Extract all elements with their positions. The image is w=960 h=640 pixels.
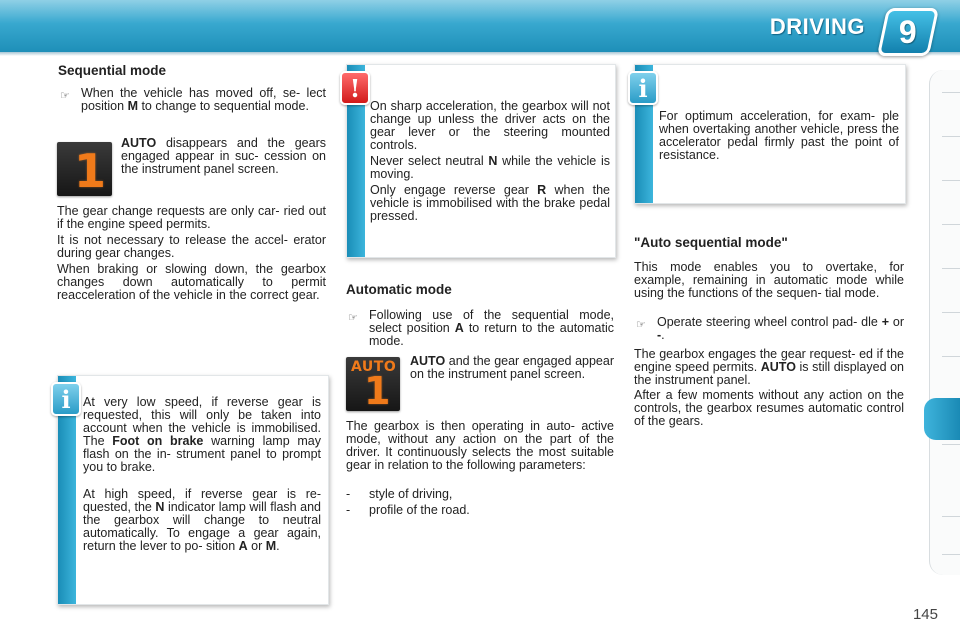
tab-divider bbox=[942, 356, 960, 357]
text-span: when the vehicle is immobilised with the brake pedal pressed. bbox=[370, 183, 610, 223]
callout-paragraph bbox=[83, 488, 321, 553]
chapter-title: DRIVING bbox=[769, 14, 865, 39]
text-span: warning lamp may flash on the in- strument panel to prompt you to brake. bbox=[83, 434, 321, 474]
chapter-number-badge bbox=[877, 8, 939, 56]
tab-divider bbox=[942, 554, 960, 555]
text-span: while the vehicle is moving. bbox=[370, 154, 610, 181]
key-label: M bbox=[265, 539, 277, 553]
pointing-hand-icon: ☞ bbox=[348, 312, 358, 324]
text-span: Following use of the sequential mode, select position bbox=[369, 308, 614, 335]
auto-note bbox=[410, 355, 614, 381]
chapter-tab-strip bbox=[929, 70, 960, 575]
text-span: When the vehicle has moved off, se- lect position bbox=[81, 86, 326, 113]
tab-divider bbox=[942, 312, 960, 313]
text-span: to return to the automatic mode. bbox=[369, 321, 614, 348]
text-span: Only engage reverse gear bbox=[370, 183, 538, 197]
text-span: is still displayed on the instrument panel. bbox=[634, 360, 904, 387]
chapter-number: 9 bbox=[899, 13, 917, 50]
key-label: Foot on brake bbox=[112, 434, 204, 448]
section-title-automatic-mode: Automatic mode bbox=[346, 282, 452, 297]
section-title-auto-sequential-mode: "Auto sequential mode" bbox=[634, 235, 788, 250]
section-title-sequential-mode: Sequential mode bbox=[58, 63, 167, 78]
key-label: N bbox=[155, 500, 165, 514]
gear-digit: 1 bbox=[364, 369, 391, 413]
bullet-text bbox=[81, 87, 326, 113]
auto-note bbox=[121, 137, 326, 176]
pointing-hand-icon: ☞ bbox=[636, 319, 646, 331]
paragraph: The gearbox is then operating in auto- active mode, without any action on the part of the driver. It continuously selects the most suitable gear in relation to the following parameters: bbox=[346, 419, 614, 472]
key-label: M bbox=[127, 99, 138, 113]
tab-divider bbox=[942, 268, 960, 269]
text-span: indicator lamp will flash and the gearbox will change to neutral automatically. To engage a gear again, return the lever to po- sition bbox=[83, 500, 322, 553]
paragraph: After a few moments without any action on the controls, the gearbox resumes automatic control of the gears. bbox=[634, 388, 904, 428]
list-item: style of driving, bbox=[369, 487, 453, 501]
list-marker: - bbox=[346, 503, 351, 517]
text-span: . bbox=[661, 328, 665, 342]
text-span: to change to sequential mode. bbox=[137, 99, 309, 113]
page-number: 145 bbox=[912, 606, 938, 623]
tab-divider bbox=[942, 180, 960, 181]
text-span: or bbox=[889, 315, 904, 329]
info-icon: i bbox=[51, 382, 81, 416]
warning-callout-box bbox=[346, 64, 616, 258]
list-item: profile of the road. bbox=[369, 503, 470, 517]
text-span: The gearbox engages the gear request- ed if the engine speed permits. bbox=[634, 347, 904, 374]
gear-auto-label: AUTO bbox=[351, 359, 397, 375]
callout-paragraph bbox=[83, 396, 321, 474]
tab-divider bbox=[942, 92, 960, 93]
text-span: disappears and the gears engaged appear in suc- cession on the instrument panel screen. bbox=[121, 136, 326, 176]
key-label: + bbox=[881, 315, 890, 329]
tab-divider bbox=[942, 516, 960, 517]
pointing-hand-icon: ☞ bbox=[60, 90, 70, 102]
paragraph: When braking or slowing down, the gearbox changes down automatically to permit reacceleration of the vehicle in the correct gear. bbox=[57, 262, 326, 302]
gear-digit: 1 bbox=[74, 144, 107, 198]
info-icon: i bbox=[628, 71, 658, 105]
paragraph: It is not necessary to release the accel- erator during gear changes. bbox=[57, 233, 326, 260]
key-label: - bbox=[657, 328, 662, 342]
key-label: A bbox=[454, 321, 464, 335]
key-label: AUTO bbox=[760, 360, 796, 374]
bullet-text bbox=[657, 316, 904, 342]
key-label: R bbox=[537, 183, 547, 197]
active-chapter-tab[interactable] bbox=[924, 398, 960, 440]
callout-paragraph: For optimum acceleration, for exam- ple when overtaking another vehicle, press the accelerator pedal firmly past the point of resistance. bbox=[659, 109, 899, 162]
key-label: A bbox=[238, 539, 248, 553]
tab-divider bbox=[942, 444, 960, 445]
info-callout-box bbox=[57, 375, 329, 605]
warning-icon: ! bbox=[340, 71, 370, 105]
tab-divider bbox=[942, 136, 960, 137]
paragraph: This mode enables you to overtake, for example, remaining in automatic mode while using the functions of the sequen- tial mode. bbox=[634, 260, 904, 300]
key-label: AUTO bbox=[410, 354, 446, 368]
text-span: Operate steering wheel control pad- dle bbox=[657, 315, 882, 329]
paragraph bbox=[634, 348, 904, 387]
text-span: . bbox=[276, 539, 280, 553]
callout-paragraph bbox=[370, 155, 610, 181]
paragraph: The gear change requests are only car- ried out if the engine speed permits. bbox=[57, 204, 326, 231]
info-callout-box bbox=[634, 64, 906, 204]
text-span: Never select neutral bbox=[370, 154, 489, 168]
list-marker: - bbox=[346, 487, 351, 501]
text-span: At very low speed, if reverse gear is requested, this will only be taken into account when the vehicle is immobilised. The bbox=[83, 395, 321, 448]
text-span: and the gear engaged appear on the instrument panel screen. bbox=[410, 354, 614, 381]
text-span: or bbox=[247, 539, 266, 553]
gear-display-pictogram bbox=[57, 142, 112, 196]
key-label: AUTO bbox=[121, 136, 157, 150]
text-span: At high speed, if reverse gear is re- quested, the bbox=[83, 487, 321, 514]
callout-paragraph: On sharp acceleration, the gearbox will not change up unless the driver acts on the gear lever or the steering mounted controls. bbox=[370, 99, 610, 152]
callout-paragraph bbox=[370, 184, 610, 223]
bullet-text bbox=[369, 309, 614, 348]
key-label: N bbox=[488, 154, 498, 168]
gear-display-pictogram bbox=[346, 357, 400, 411]
tab-divider bbox=[942, 224, 960, 225]
